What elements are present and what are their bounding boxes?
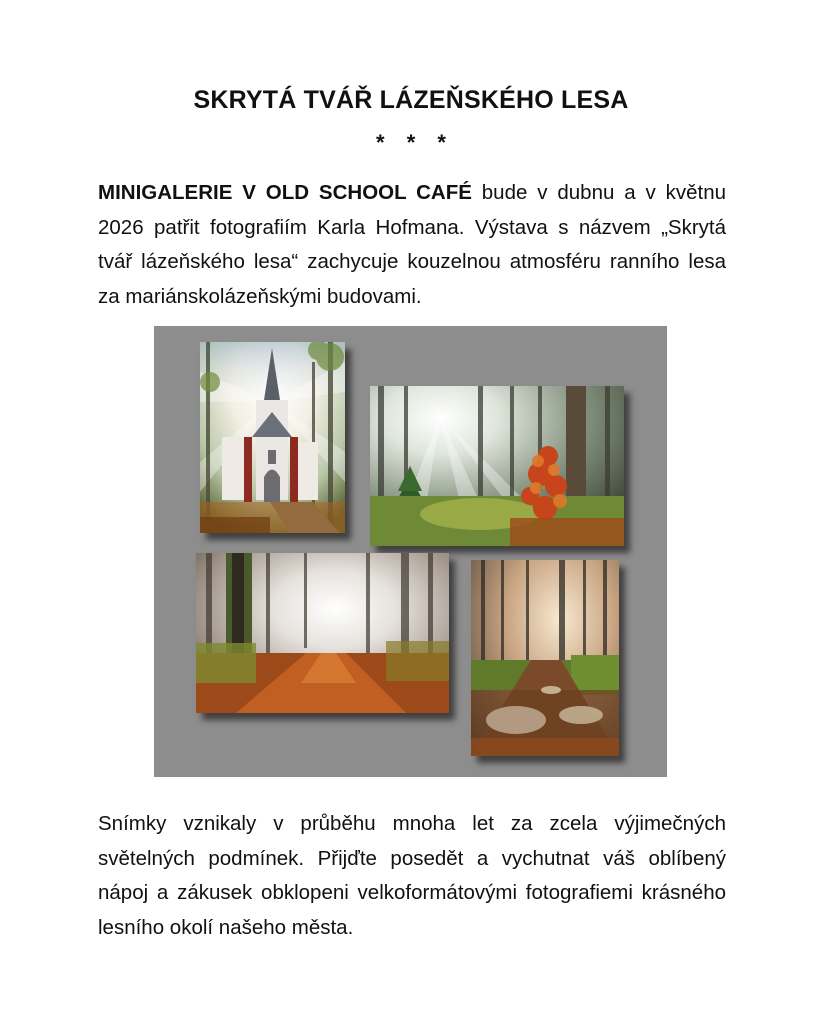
intro-lead: MINIGALERIE V OLD SCHOOL CAFÉ [98,181,472,204]
autumn-forest-path-photo [196,553,449,713]
page-title: SKRYTÁ TVÁŘ LÁZEŇSKÉHO LESA [193,86,629,114]
intro-text: bude v dubnu a v květnu 2026 patřit fotografiím Karla Hofmana. Výstava s názvem „Skrytá tvář lázeňského lesa“ zachycuje kouzelnou atmosféru ranního lesa za mariánskolázeňskými budovami. [98,181,726,308]
intro-paragraph [98,176,726,314]
sun-rays-through-forest-photo [370,386,624,546]
photo-gallery [154,326,667,777]
chapel-in-sunlit-forest-photo [200,342,345,533]
muddy-forest-road-photo [471,560,619,756]
separator-stars: * * * [376,130,446,155]
outro-paragraph: Snímky vznikaly v průběhu mnoha let za zcela výjimečných světelných podmínek. Přijďte posedět a vychutnat váš oblíbený nápoj a zákusek obklopeni velkoformátovými fotografiemi krásného lesního okolí našeho města. [98,812,726,939]
